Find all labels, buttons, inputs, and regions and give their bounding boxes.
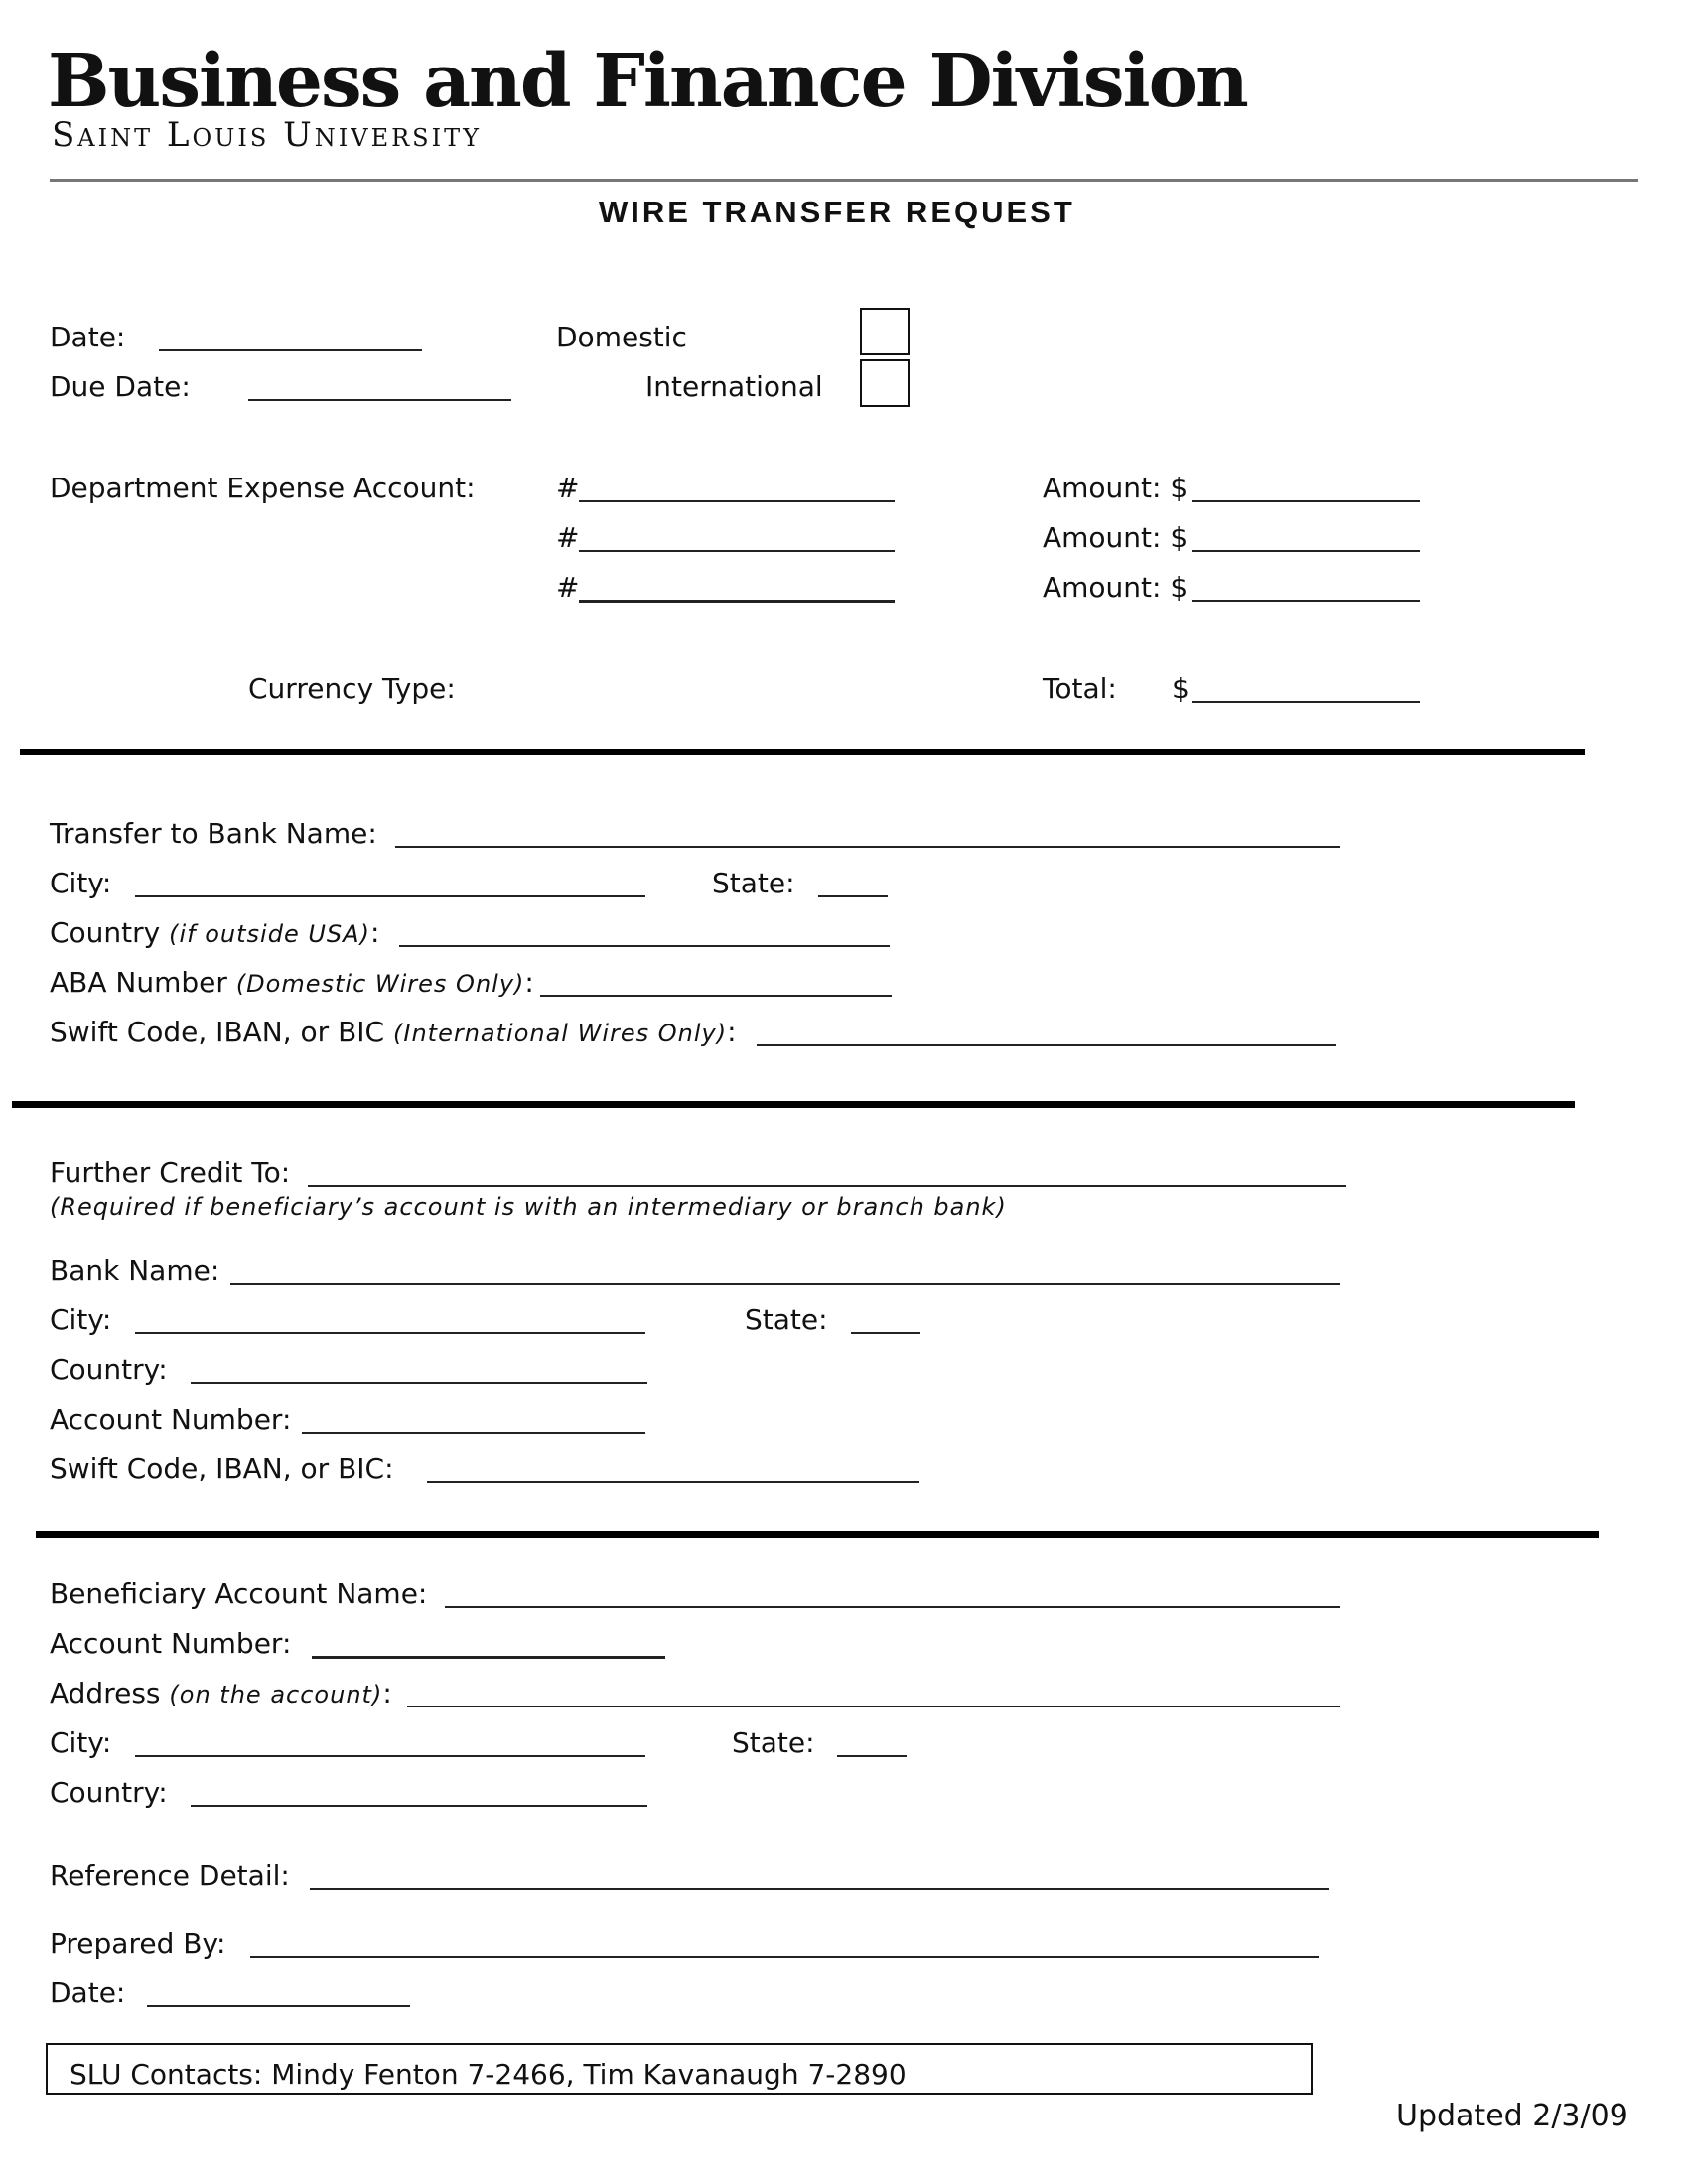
slu-contacts-text: SLU Contacts: Mindy Fenton 7-2466, Tim Kavanaugh 7-2890: [70, 2058, 907, 2091]
transfer-state-label: State:: [712, 867, 795, 899]
transfer-country-colon: :: [369, 916, 380, 949]
further-country-field[interactable]: [191, 1382, 647, 1384]
further-credit-field[interactable]: [308, 1185, 1346, 1187]
expense-account-field-1[interactable]: [579, 500, 895, 502]
contacts-box: [46, 2043, 1313, 2095]
university-name: Saint Louis University: [52, 115, 482, 155]
division-title: Business and Finance Division: [48, 39, 1247, 124]
department-expense-account-label: Department Expense Account:: [50, 472, 476, 504]
account-hash-1: #: [556, 472, 580, 504]
beneficiary-state-field[interactable]: [837, 1755, 907, 1757]
transfer-country-field[interactable]: [399, 945, 890, 947]
transfer-country-line: [50, 917, 379, 950]
account-hash-3: #: [556, 571, 580, 604]
total-label: Total:: [1043, 672, 1117, 705]
international-checkbox[interactable]: [860, 359, 910, 407]
expense-account-field-2[interactable]: [579, 550, 895, 552]
total-dollar-sign: $: [1172, 672, 1190, 705]
amount-field-1[interactable]: [1192, 500, 1420, 502]
form-title: WIRE TRANSFER REQUEST: [599, 195, 1075, 229]
beneficiary-state-label: State:: [732, 1726, 815, 1759]
amount-field-3[interactable]: [1192, 600, 1420, 602]
total-field[interactable]: [1192, 701, 1420, 703]
transfer-swift-line: [50, 1017, 737, 1049]
prepared-by-field[interactable]: [250, 1956, 1319, 1958]
amount-label-2: Amount: $: [1043, 521, 1189, 554]
beneficiary-address-colon: :: [382, 1677, 392, 1709]
expense-account-field-3[interactable]: [579, 600, 895, 603]
account-hash-2: #: [556, 521, 580, 554]
further-swift-label: Swift Code, IBAN, or BIC:: [50, 1452, 394, 1485]
further-city-label: City:: [50, 1303, 112, 1336]
currency-type-label: Currency Type:: [248, 672, 456, 705]
transfer-country-note: (if outside USA): [169, 920, 370, 948]
international-label: International: [645, 370, 823, 403]
due-date-field[interactable]: [248, 399, 511, 401]
further-city-field[interactable]: [135, 1332, 645, 1334]
beneficiary-account-number-field[interactable]: [312, 1656, 665, 1659]
aba-number-field[interactable]: [540, 995, 892, 997]
beneficiary-account-number-label: Account Number:: [50, 1627, 292, 1660]
transfer-swift-note: (International Wires Only): [393, 1020, 728, 1047]
updated-date: Updated 2/3/09: [1396, 2099, 1628, 2133]
due-date-label: Due Date:: [50, 370, 191, 403]
aba-number-line: [50, 967, 534, 1000]
transfer-city-field[interactable]: [135, 895, 645, 897]
further-country-label: Country:: [50, 1353, 168, 1386]
beneficiary-country-label: Country:: [50, 1776, 168, 1809]
prepared-date-field[interactable]: [147, 2005, 410, 2007]
domestic-checkbox[interactable]: [860, 308, 910, 355]
transfer-state-field[interactable]: [818, 895, 888, 897]
date-label: Date:: [50, 321, 126, 353]
beneficiary-account-name-label: Beneficiary Account Name:: [50, 1577, 428, 1610]
further-state-label: State:: [745, 1303, 828, 1336]
amount-label-3: Amount: $: [1043, 571, 1189, 604]
prepared-date-label: Date:: [50, 1977, 126, 2009]
aba-number-colon: :: [524, 966, 534, 999]
aba-number-note: (Domestic Wires Only): [235, 970, 525, 998]
further-bank-name-label: Bank Name:: [50, 1254, 220, 1287]
beneficiary-city-field[interactable]: [135, 1755, 645, 1757]
further-swift-field[interactable]: [427, 1481, 919, 1483]
transfer-swift-field[interactable]: [757, 1044, 1336, 1046]
beneficiary-address-note: (on the account): [169, 1681, 383, 1708]
beneficiary-address-field[interactable]: [407, 1706, 1340, 1707]
transfer-swift-colon: :: [727, 1016, 737, 1048]
further-credit-label: Further Credit To:: [50, 1157, 291, 1189]
section-divider-2: [12, 1101, 1575, 1108]
beneficiary-address-line: [50, 1678, 392, 1710]
beneficiary-account-name-field[interactable]: [445, 1606, 1340, 1608]
amount-label-1: Amount: $: [1043, 472, 1189, 504]
header-divider: [50, 179, 1638, 182]
beneficiary-city-label: City:: [50, 1726, 112, 1759]
date-field[interactable]: [159, 349, 422, 351]
reference-detail-label: Reference Detail:: [50, 1859, 290, 1892]
further-credit-note: (Required if beneficiary’s account is with an intermediary or branch bank): [50, 1193, 1007, 1221]
domestic-label: Domestic: [556, 321, 687, 353]
transfer-bank-name-label: Transfer to Bank Name:: [50, 817, 377, 850]
prepared-by-label: Prepared By:: [50, 1927, 226, 1960]
transfer-swift-label: Swift Code, IBAN, or BIC: [50, 1016, 385, 1048]
amount-field-2[interactable]: [1192, 550, 1420, 552]
beneficiary-address-label: Address: [50, 1677, 161, 1709]
further-account-number-label: Account Number:: [50, 1403, 292, 1435]
reference-detail-field[interactable]: [310, 1888, 1329, 1890]
transfer-country-label: Country: [50, 916, 161, 949]
further-bank-name-field[interactable]: [230, 1283, 1340, 1285]
aba-number-label: ABA Number: [50, 966, 227, 999]
transfer-city-label: City:: [50, 867, 112, 899]
beneficiary-country-field[interactable]: [191, 1805, 647, 1807]
further-state-field[interactable]: [851, 1332, 920, 1334]
further-account-number-field[interactable]: [302, 1432, 645, 1434]
section-divider-3: [36, 1531, 1599, 1538]
section-divider-1: [20, 749, 1585, 755]
transfer-bank-name-field[interactable]: [395, 846, 1340, 848]
